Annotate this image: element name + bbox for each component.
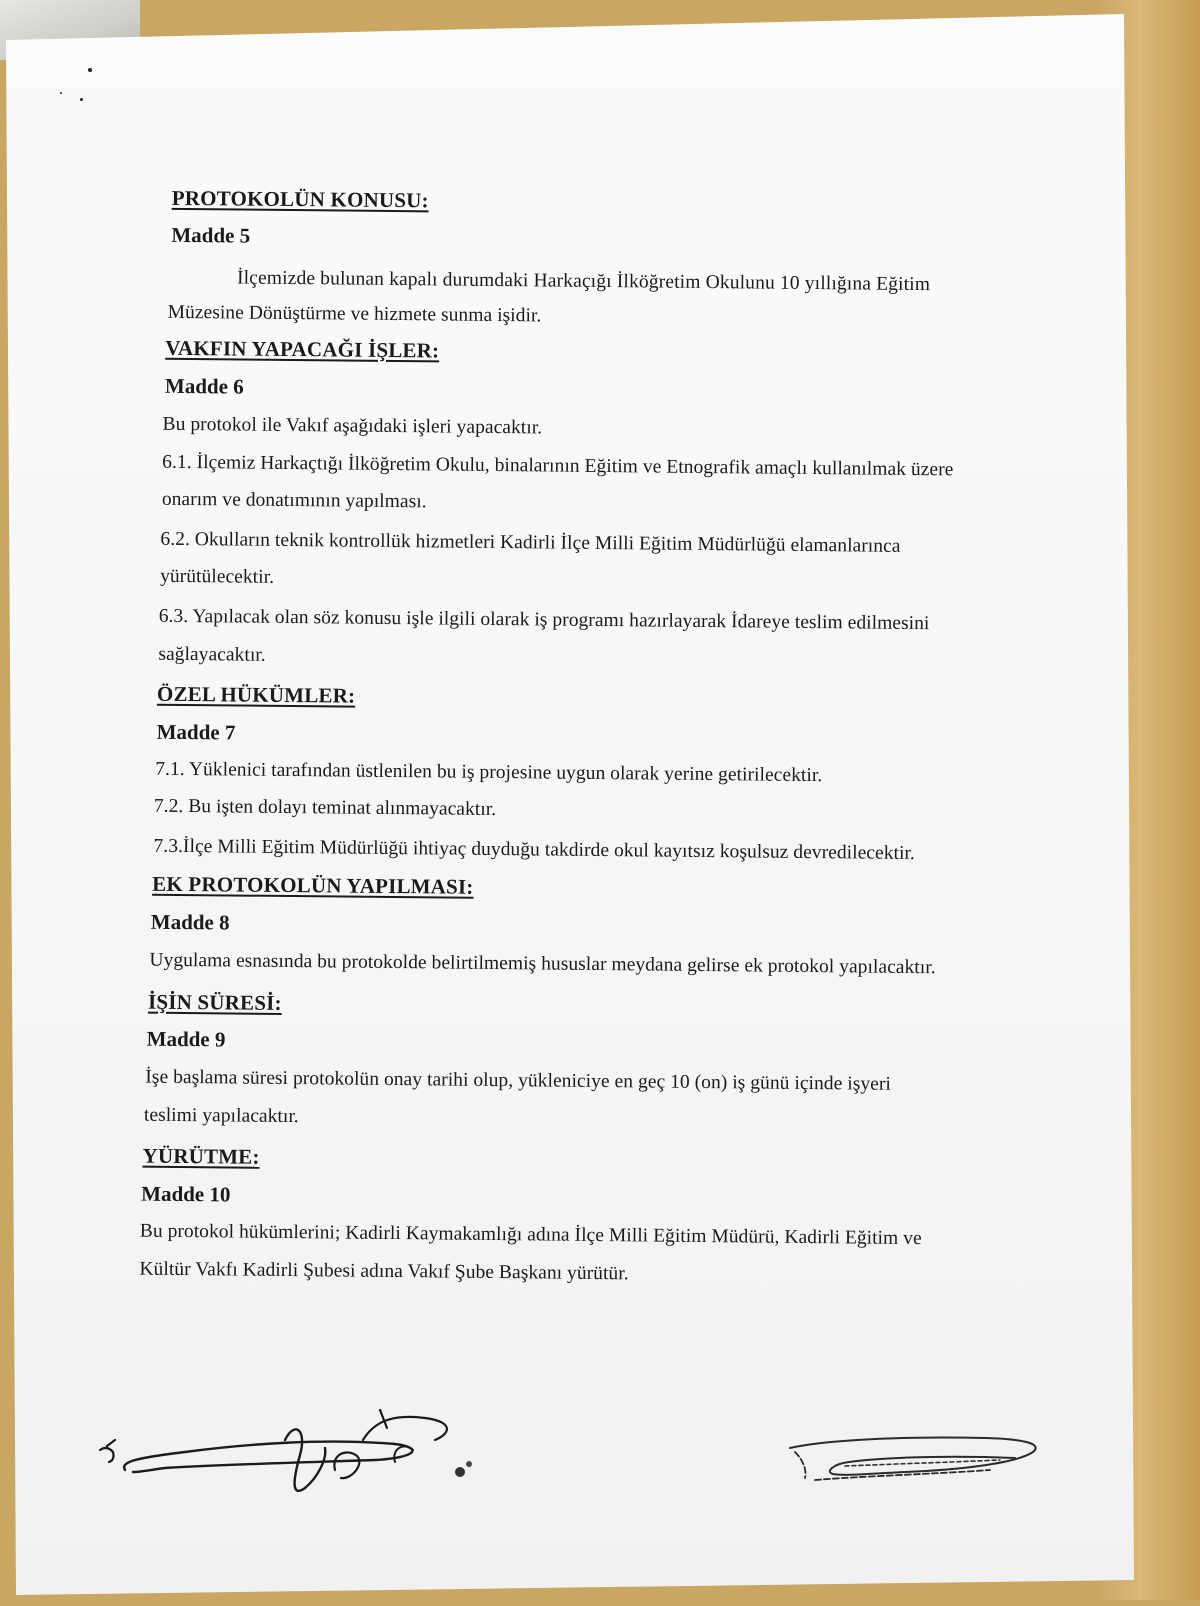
madde-6-line-4: 6.2. Okulların teknik kontrollük hizmetleri Kadirli İlçe Milli Eğitim Müdürlüğü elamanlarınca: [160, 528, 901, 557]
madde-10-label: Madde 10: [141, 1181, 231, 1207]
madde-8-line-1: Uygulama esnasında bu protokolde belirtilmemiş hususlar meydana gelirse ek protokol yapılacaktır.: [149, 949, 936, 979]
heading-isin-suresi: İŞİN SÜRESİ:: [147, 989, 282, 1015]
madde-7-line-1: 7.1. Yüklenici tarafından üstlenilen bu iş projesine uygun olarak yerine getirilecektir.: [155, 758, 823, 787]
signature-right: [785, 1430, 1065, 1510]
madde-6-line-2: 6.1. İlçemiz Harkaçtığı İlköğretim Okulu, binalarının Eğitim ve Etnografik amaçlı kullanılmak üzere: [162, 451, 954, 481]
signature-left: [95, 1400, 495, 1520]
madde-5-line-1: İlçemizde bulunan kapalı durumdaki Harkaçığı İlköğretim Okulunu 10 yıllığına Eğitim: [236, 267, 931, 296]
heading-vakfin-yapacagi-isler: VAKFIN YAPACAĞI İŞLER:: [165, 335, 440, 363]
madde-7-label: Madde 7: [156, 719, 236, 745]
heading-ek-protokolun-yapilmasi: EK PROTOKOLÜN YAPILMASI:: [152, 871, 474, 899]
heading-protokolun-konusu: PROTOKOLÜN KONUSU:: [171, 185, 429, 213]
madde-5-line-2: Müzesine Dönüştürme ve hizmete sunma işidir.: [167, 301, 542, 327]
madde-7-line-2: 7.2. Bu işten dolayı teminat alınmayacaktır.: [153, 795, 497, 821]
madde-6-line-3: onarım ve donatımının yapılması.: [161, 488, 427, 513]
madde-10-line-1: Bu protokol hükümlerini; Kadirli Kaymakamlığı adına İlçe Milli Eğitim Müdürü, Kadirli Eğitim ve: [139, 1220, 922, 1250]
madde-6-line-1: Bu protokol ile Vakıf aşağıdaki işleri yapacaktır.: [162, 413, 543, 439]
madde-6-label: Madde 6: [164, 373, 244, 399]
madde-6-line-5: yürütülecektir.: [160, 565, 275, 588]
heading-ozel-hukumler: ÖZEL HÜKÜMLER:: [156, 681, 356, 708]
madde-7-line-3: 7.3.İlçe Milli Eğitim Müdürlüğü ihtiyaç duyduğu takdirde okul kayıtsız koşulsuz devredilecektir.: [153, 835, 915, 865]
madde-9-line-1: İşe başlama süresi protokolün onay tarihi olup, yükleniciye en geç 10 (on) iş günü içinde işyeri: [145, 1066, 892, 1095]
heading-yurutme: YÜRÜTME:: [142, 1143, 260, 1169]
ink-speck: [88, 68, 92, 72]
madde-9-line-2: teslimi yapılacaktır.: [143, 1104, 299, 1128]
madde-5-label: Madde 5: [171, 222, 251, 248]
madde-6-line-6: 6.3. Yapılacak olan söz konusu işle ilgili olarak iş programı hazırlayarak İdareye teslim edilmesini: [158, 605, 930, 635]
madde-10-line-2: Kültür Vakfı Kadirli Şubesi adına Vakıf Şube Başkanı yürütür.: [139, 1258, 629, 1285]
madde-6-line-7: sağlayacaktır.: [158, 643, 266, 666]
ink-speck: [80, 98, 83, 101]
ink-speck: [60, 92, 62, 94]
madde-8-label: Madde 8: [150, 909, 230, 935]
madde-9-label: Madde 9: [146, 1026, 226, 1052]
